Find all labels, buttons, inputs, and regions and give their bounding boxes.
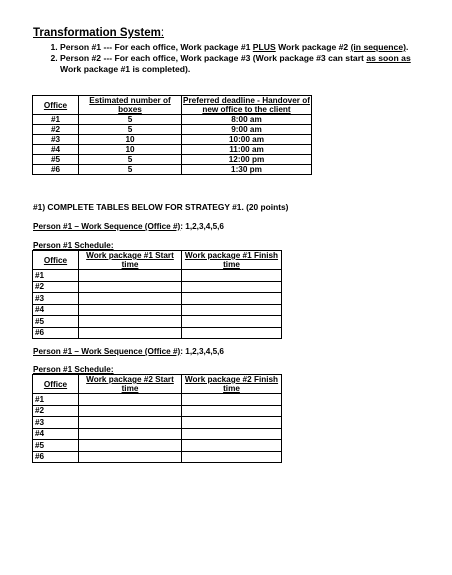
office-cell: #2 (33, 125, 79, 135)
boxes-cell: 10 (79, 145, 182, 155)
finish-time-cell[interactable] (182, 428, 282, 440)
start-time-cell[interactable] (79, 440, 182, 452)
finish-time-cell[interactable] (182, 327, 282, 339)
office-cell: #3 (33, 293, 79, 305)
table-row (33, 451, 282, 463)
instruction-text: #1) COMPLETE TABLES BELOW FOR STRATEGY #1. (20 points) (33, 202, 289, 212)
schedule-body-1 (33, 270, 282, 339)
office-cell: #6 (33, 165, 79, 175)
table-row (33, 145, 312, 155)
deadline-cell: 12:00 pm (182, 155, 312, 165)
start-time-cell[interactable] (79, 293, 182, 305)
header-finish-time: Work package #1 Finish time (182, 251, 282, 270)
table-row (33, 440, 282, 452)
assignment-emphasis: as soon as (366, 53, 411, 63)
sequence-label: Person #1 – Work Sequence (Office #) (33, 347, 181, 356)
office-cell: #2 (33, 405, 79, 417)
start-time-cell[interactable] (79, 451, 182, 463)
schedule-label-text: Person #1 Schedule (33, 365, 111, 374)
table-row (33, 125, 312, 135)
office-cell: #3 (33, 135, 79, 145)
assignment-text: Person #1 --- For each office, Work package #1 (60, 42, 253, 52)
table-header-row (33, 96, 312, 115)
table-row (33, 417, 282, 429)
schedule-label-colon: : (110, 241, 114, 250)
office-cell: #5 (33, 316, 79, 328)
finish-time-cell[interactable] (182, 440, 282, 452)
work-sequence-1 (33, 222, 224, 231)
office-cell: #1 (33, 115, 79, 125)
finish-time-cell[interactable] (182, 316, 282, 328)
table-row (33, 316, 282, 328)
office-cell: #2 (33, 281, 79, 293)
assignment-list (44, 42, 430, 75)
finish-time-cell[interactable] (182, 394, 282, 406)
schedule-table-1 (32, 250, 282, 339)
assignment-person-1 (60, 42, 430, 53)
schedule-label-colon: : (110, 365, 114, 374)
deadline-cell: 9:00 am (182, 125, 312, 135)
sequence-value: : 1,2,3,4,5,6 (180, 347, 224, 356)
header-start-time: Work package #2 Start time (79, 375, 182, 394)
header-office: Office (33, 96, 79, 115)
start-time-cell[interactable] (79, 405, 182, 417)
start-time-cell[interactable] (79, 327, 182, 339)
office-cell: #1 (33, 270, 79, 282)
title-text: Transformation System (33, 27, 161, 39)
office-cell: #6 (33, 327, 79, 339)
header-boxes: Estimated number of boxes (79, 96, 182, 115)
schedule-table-2 (32, 374, 282, 463)
office-cell: #3 (33, 417, 79, 429)
assignment-text: . (405, 42, 409, 52)
start-time-cell[interactable] (79, 417, 182, 429)
office-cell: #6 (33, 451, 79, 463)
assignment-text: Work package #1 is completed). (60, 64, 191, 74)
table-row (33, 405, 282, 417)
finish-time-cell[interactable] (182, 304, 282, 316)
assignment-person-2 (60, 53, 430, 75)
sequence-value: : 1,2,3,4,5,6 (180, 222, 224, 231)
office-cell: #4 (33, 304, 79, 316)
start-time-cell[interactable] (79, 270, 182, 282)
office-cell: #4 (33, 428, 79, 440)
deadline-cell: 8:00 am (182, 115, 312, 125)
deadline-cell: 10:00 am (182, 135, 312, 145)
office-cell: #5 (33, 440, 79, 452)
header-office: Office (33, 375, 79, 394)
finish-time-cell[interactable] (182, 405, 282, 417)
table-header-row (33, 375, 282, 394)
start-time-cell[interactable] (79, 316, 182, 328)
header-deadline: Preferred deadline - Handover of new office to the client (183, 96, 310, 114)
boxes-cell: 5 (79, 155, 182, 165)
schedule-label-1 (33, 241, 114, 250)
start-time-cell[interactable] (79, 394, 182, 406)
title-colon: : (160, 27, 165, 39)
table-header-row (33, 251, 282, 270)
table-row (33, 304, 282, 316)
table-row (33, 394, 282, 406)
boxes-cell: 5 (79, 165, 182, 175)
boxes-cell: 5 (79, 125, 182, 135)
deadline-cell: 1:30 pm (182, 165, 312, 175)
boxes-cell: 10 (79, 135, 182, 145)
finish-time-cell[interactable] (182, 417, 282, 429)
assignment-text: Person #2 --- For each office, Work package #3 (Work package #3 can start (60, 53, 367, 63)
finish-time-cell[interactable] (182, 270, 282, 282)
table-row (33, 115, 312, 125)
table-row (33, 281, 282, 293)
header-finish-time: Work package #2 Finish time (182, 375, 282, 394)
office-cell: #4 (33, 145, 79, 155)
assignment-emphasis: PLUS (252, 42, 276, 52)
finish-time-cell[interactable] (182, 293, 282, 305)
schedule-label-text: Person #1 Schedule (33, 241, 111, 250)
office-cell: #1 (33, 394, 79, 406)
table-row (33, 293, 282, 305)
schedule-label-2 (33, 365, 114, 374)
table-row (33, 165, 312, 175)
deadline-cell: 11:00 am (182, 145, 312, 155)
finish-time-cell[interactable] (182, 281, 282, 293)
table-row (33, 270, 282, 282)
header-start-time: Work package #1 Start time (79, 251, 182, 270)
schedule-body-2 (33, 394, 282, 463)
sequence-label: Person #1 – Work Sequence (Office #) (33, 222, 181, 231)
table-row (33, 327, 282, 339)
start-time-cell[interactable] (79, 428, 182, 440)
page-title (33, 27, 164, 39)
assignment-text: Work package #2 (275, 42, 351, 52)
header-office: Office (33, 251, 79, 270)
table-row (33, 135, 312, 145)
boxes-cell: 5 (79, 115, 182, 125)
table-row (33, 428, 282, 440)
start-time-cell[interactable] (79, 281, 182, 293)
start-time-cell[interactable] (79, 304, 182, 316)
office-cell: #5 (33, 155, 79, 165)
table-row (33, 155, 312, 165)
work-sequence-2 (33, 347, 224, 356)
office-input-table (32, 95, 312, 175)
finish-time-cell[interactable] (182, 451, 282, 463)
assignment-emphasis: (in sequence) (350, 42, 406, 52)
input-table-body (33, 115, 312, 175)
